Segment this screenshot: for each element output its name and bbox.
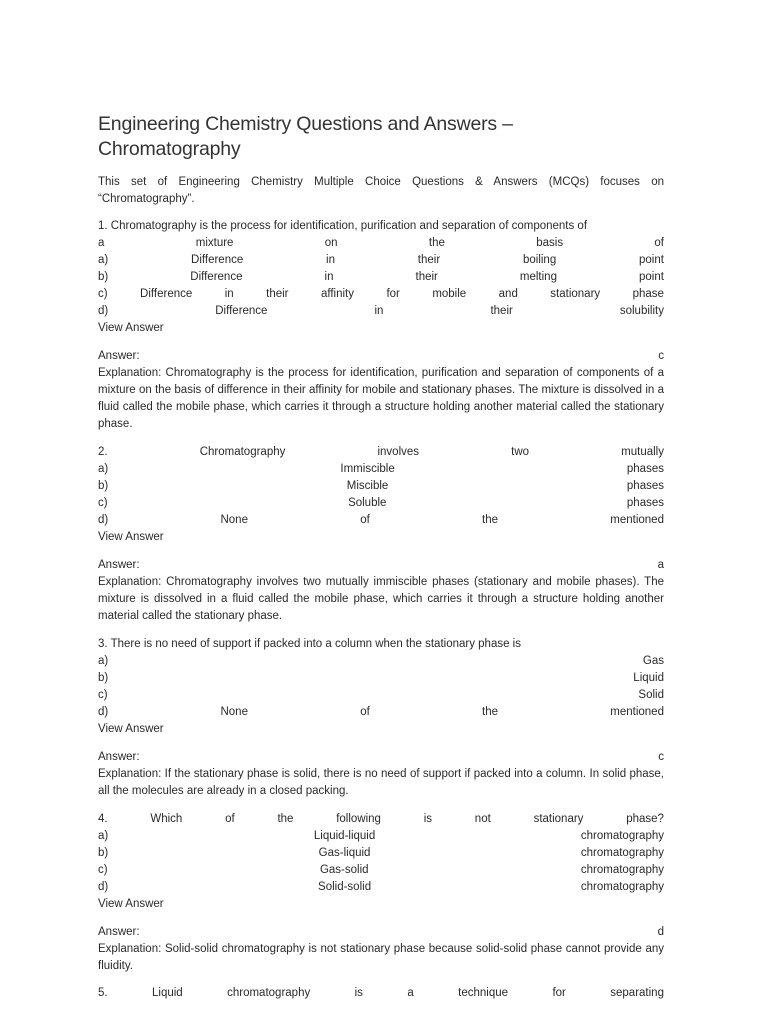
answer-block: [98, 348, 664, 433]
word: Liquid: [152, 987, 183, 999]
word: stationary: [533, 813, 584, 825]
word: phases: [626, 463, 664, 475]
word: technique: [458, 987, 509, 999]
word: Difference: [191, 254, 244, 266]
view-answer-link[interactable]: View Answer: [98, 898, 164, 910]
word: mutually: [621, 446, 664, 458]
answer-option: [98, 269, 664, 286]
answer-label: Answer:: [98, 350, 140, 362]
word: a): [98, 830, 109, 842]
answer-label: Answer:: [98, 751, 140, 763]
word: is: [423, 813, 433, 825]
word: 2.: [98, 446, 108, 458]
question-block: [98, 218, 664, 337]
answer-option: [98, 252, 664, 269]
answer-line: [98, 924, 664, 941]
word: d): [98, 881, 109, 893]
word: two: [511, 446, 530, 458]
word: of: [654, 237, 664, 249]
word: Which: [150, 813, 183, 825]
word: c): [98, 864, 108, 876]
view-answer-link[interactable]: View Answer: [98, 531, 164, 543]
word: Liquid: [633, 672, 664, 684]
word: a): [98, 254, 109, 266]
word: the: [277, 813, 294, 825]
intro-paragraph: This set of Engineering Chemistry Multiple Choice Questions & Answers (MCQs) focuses on “Chromatography”.: [98, 176, 664, 205]
page-title-line: Engineering Chemistry Questions and Answers –: [98, 113, 513, 135]
answer-option: [98, 303, 664, 320]
word: chromatography: [580, 881, 664, 893]
answer-option: [98, 653, 664, 670]
answer-option: [98, 845, 664, 862]
answer-value: a: [657, 559, 664, 571]
word: Gas-liquid: [318, 847, 371, 859]
word: the: [482, 706, 499, 718]
answer-line: [98, 348, 664, 365]
word: phase: [632, 288, 664, 300]
word: chromatography: [580, 830, 664, 842]
word: involves: [377, 446, 420, 458]
word: b): [98, 847, 109, 859]
word: mixture: [195, 237, 234, 249]
word: and: [498, 288, 518, 300]
question-block: [98, 985, 664, 1002]
word: Chromatography: [199, 446, 286, 458]
answer-option: [98, 512, 664, 529]
word: Liquid-liquid: [313, 830, 376, 842]
question-block: [98, 811, 664, 913]
question-list: [98, 218, 664, 1002]
word: a: [407, 987, 414, 999]
word: b): [98, 672, 109, 684]
word: not: [474, 813, 491, 825]
answer-option: [98, 478, 664, 495]
word: 5.: [98, 987, 108, 999]
word: None: [220, 706, 248, 718]
answer-block: [98, 924, 664, 975]
answer-value: c: [658, 751, 664, 763]
word: is: [354, 987, 363, 999]
word: their: [490, 305, 513, 317]
word: None: [220, 514, 248, 526]
word: Miscible: [346, 480, 389, 492]
word: chromatography: [227, 987, 311, 999]
question-block: [98, 444, 664, 546]
word: following: [336, 813, 381, 825]
answer-label: Answer:: [98, 926, 140, 938]
word: for: [386, 288, 400, 300]
word: of: [360, 514, 370, 526]
answer-value: c: [658, 350, 664, 362]
word: the: [428, 237, 445, 249]
question-stem: [98, 444, 664, 461]
answer-option: [98, 670, 664, 687]
word: chromatography: [580, 864, 664, 876]
word: Difference: [140, 288, 193, 300]
document-content: [98, 112, 664, 1002]
word: a): [98, 463, 109, 475]
answer-option: [98, 828, 664, 845]
word: chromatography: [580, 847, 664, 859]
answer-option: [98, 687, 664, 704]
answer-option: [98, 495, 664, 512]
word: b): [98, 271, 109, 283]
word: in: [374, 305, 384, 317]
word: c): [98, 497, 108, 509]
question-stem: 3. There is no need of support if packed into a column when the stationary phase is: [98, 638, 521, 650]
word: Gas-solid: [319, 864, 369, 876]
question-stem: [98, 811, 664, 828]
word: their: [415, 271, 438, 283]
word: their: [417, 254, 441, 266]
word: point: [639, 254, 664, 266]
answer-line: [98, 557, 664, 574]
word: solubility: [619, 305, 664, 317]
view-answer-link[interactable]: View Answer: [98, 322, 164, 334]
page-title: [98, 112, 664, 162]
word: 4.: [98, 813, 108, 825]
word: Soluble: [348, 497, 387, 509]
view-answer-link[interactable]: View Answer: [98, 723, 164, 735]
word: on: [324, 237, 338, 249]
word: Immiscible: [340, 463, 395, 475]
word: Solid-solid: [318, 881, 372, 893]
word: d): [98, 706, 109, 718]
word: Solid: [638, 689, 664, 701]
question-stem: [98, 985, 664, 1002]
word: c): [98, 689, 108, 701]
answer-option: [98, 286, 664, 303]
answer-option: [98, 704, 664, 721]
word: their: [266, 288, 289, 300]
word: melting: [519, 271, 557, 283]
word: stationary: [550, 288, 601, 300]
word: separating: [610, 987, 664, 999]
word: affinity: [320, 288, 354, 300]
question-stem: [98, 235, 664, 252]
word: point: [639, 271, 664, 283]
word: phases: [626, 480, 664, 492]
word: mentioned: [610, 514, 664, 526]
word: basis: [536, 237, 564, 249]
word: Difference: [215, 305, 268, 317]
word: of: [360, 706, 370, 718]
word: boiling: [522, 254, 557, 266]
question-block: [98, 636, 664, 738]
answer-line: [98, 749, 664, 766]
word: c): [98, 288, 108, 300]
word: for: [552, 987, 566, 999]
word: Gas: [642, 655, 664, 667]
answer-explanation: Explanation: Solid-solid chromatography is not stationary phase because solid-solid phase cannot provide any fluidity.: [98, 943, 664, 972]
page-title-line: Chromatography: [98, 138, 241, 160]
answer-explanation: Explanation: Chromatography involves two mutually immiscible phases (stationary and mobile phases). The mixture is dissolved in a fluid called the mobile phase, which carries it through a structure holding another material called the stationary phase.: [98, 576, 664, 622]
word: in: [224, 288, 234, 300]
word: a: [98, 237, 105, 249]
word: a): [98, 655, 109, 667]
word: d): [98, 514, 109, 526]
word: d): [98, 305, 109, 317]
word: Difference: [190, 271, 243, 283]
word: mentioned: [610, 706, 664, 718]
answer-option: [98, 879, 664, 896]
answer-option: [98, 461, 664, 478]
answer-explanation: Explanation: Chromatography is the process for identification, purification and separation of components of a mixture on the basis of difference in their affinity for mobile and stationary phases. The mixture is dissolved in a fluid called the mobile phase, which carries it through a structure holding another material called the stationary phase.: [98, 367, 664, 430]
word: phase?: [626, 813, 664, 825]
word: in: [326, 254, 335, 266]
word: the: [482, 514, 499, 526]
word: b): [98, 480, 109, 492]
question-stem: 1. Chromatography is the process for identification, purification and separation of components of: [98, 220, 588, 232]
word: phases: [626, 497, 664, 509]
answer-value: d: [657, 926, 664, 938]
answer-label: Answer:: [98, 559, 140, 571]
word: of: [225, 813, 235, 825]
answer-block: [98, 557, 664, 625]
answer-option: [98, 862, 664, 879]
answer-explanation: Explanation: If the stationary phase is solid, there is no need of support if packed into a column. In solid phase, all the molecules are already in a closed packing.: [98, 768, 664, 797]
word: in: [324, 271, 334, 283]
word: mobile: [432, 288, 467, 300]
answer-block: [98, 749, 664, 800]
